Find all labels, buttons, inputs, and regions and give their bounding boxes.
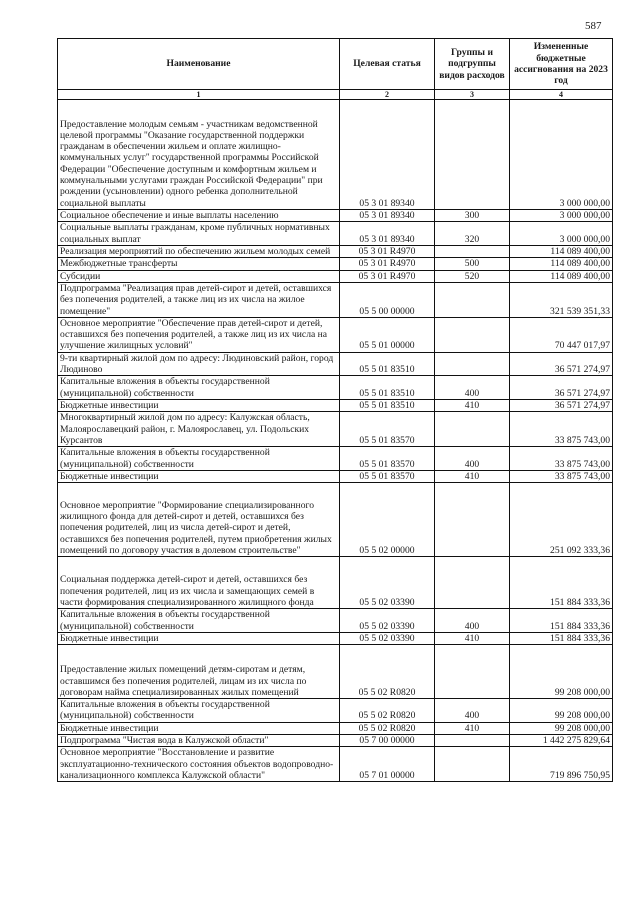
table-row — [58, 722, 613, 734]
row-code: 05 5 02 00000 — [340, 483, 435, 557]
row-name: Субсидии — [58, 270, 340, 282]
row-group — [435, 317, 510, 352]
row-group — [435, 412, 510, 447]
row-code: 05 3 01 R4970 — [340, 258, 435, 270]
column-number: 1 — [58, 90, 340, 100]
row-code: 05 5 02 R0820 — [340, 699, 435, 723]
row-amount: 3 000 000,00 — [510, 222, 613, 246]
row-name: Бюджетные инвестиции — [58, 632, 340, 644]
row-code: 05 3 01 89340 — [340, 100, 435, 210]
table-row — [58, 400, 613, 412]
row-code: 05 5 01 83510 — [340, 352, 435, 376]
row-amount: 33 875 743,00 — [510, 470, 613, 482]
row-name: Основное мероприятие "Обеспечение прав детей-сирот и детей, оставшихся без попечения родителей, а также лиц из их числа на улучшение жилищных условий" — [58, 317, 340, 352]
row-amount: 70 447 017,97 — [510, 317, 613, 352]
row-code: 05 5 02 03390 — [340, 632, 435, 644]
row-code: 05 5 02 R0820 — [340, 722, 435, 734]
row-group — [435, 352, 510, 376]
row-group: 300 — [435, 210, 510, 222]
row-name: Предоставление молодым семьям - участникам ведомственной целевой программы "Оказание государственной поддержки гражданам в обеспечении жильем и оплате жилищно-коммунальных услуг" государственной программы Российской Федерации "Обеспечение доступным и комфортным жильем и коммунальными услугами граждан Российской Федерации" при рождении (усыновлении) одного ребенка дополнительной социальной выплаты — [58, 100, 340, 210]
row-amount: 33 875 743,00 — [510, 447, 613, 471]
row-group — [435, 282, 510, 317]
row-amount: 114 089 400,00 — [510, 270, 613, 282]
row-name: Бюджетные инвестиции — [58, 400, 340, 412]
row-code: 05 3 01 R4970 — [340, 245, 435, 257]
row-amount: 719 896 750,95 — [510, 747, 613, 782]
row-amount: 36 571 274,97 — [510, 400, 613, 412]
row-group: 410 — [435, 470, 510, 482]
row-group: 400 — [435, 376, 510, 400]
row-name: Основное мероприятие "Восстановление и развитие эксплуатационно-технического состояния объектов водопроводно-канализационного комплекса Калужской области" — [58, 747, 340, 782]
table-row — [58, 100, 613, 210]
table-row — [58, 376, 613, 400]
row-group: 320 — [435, 222, 510, 246]
row-code: 05 3 01 89340 — [340, 210, 435, 222]
row-group — [435, 245, 510, 257]
table-row — [58, 557, 613, 609]
row-group: 410 — [435, 632, 510, 644]
row-group — [435, 747, 510, 782]
row-amount: 1 442 275 829,64 — [510, 735, 613, 747]
row-group: 500 — [435, 258, 510, 270]
table-row — [58, 352, 613, 376]
row-code: 05 5 02 03390 — [340, 557, 435, 609]
row-code: 05 5 01 83570 — [340, 447, 435, 471]
row-group: 410 — [435, 722, 510, 734]
column-number: 4 — [510, 90, 613, 100]
row-amount: 321 539 351,33 — [510, 282, 613, 317]
header-row — [58, 39, 613, 90]
table-row — [58, 245, 613, 257]
row-code: 05 5 01 00000 — [340, 317, 435, 352]
table-row — [58, 747, 613, 782]
row-group — [435, 100, 510, 210]
row-code: 05 3 01 R4970 — [340, 270, 435, 282]
row-amount: 151 884 333,36 — [510, 557, 613, 609]
row-code: 05 5 01 83510 — [340, 376, 435, 400]
row-group: 400 — [435, 447, 510, 471]
row-name: Многоквартирный жилой дом по адресу: Калужская область, Малоярославецкий район, г. Малоярославец, ул. Подольских Курсантов — [58, 412, 340, 447]
row-group: 520 — [435, 270, 510, 282]
table-row — [58, 222, 613, 246]
table-row — [58, 412, 613, 447]
column-number: 3 — [435, 90, 510, 100]
row-code: 05 5 01 83570 — [340, 470, 435, 482]
row-name: Социальные выплаты гражданам, кроме публичных нормативных социальных выплат — [58, 222, 340, 246]
row-group — [435, 483, 510, 557]
row-group — [435, 735, 510, 747]
row-name: Капитальные вложения в объекты государственной (муниципальной) собственности — [58, 447, 340, 471]
row-amount: 36 571 274,97 — [510, 352, 613, 376]
row-amount: 33 875 743,00 — [510, 412, 613, 447]
row-amount: 3 000 000,00 — [510, 100, 613, 210]
row-amount: 114 089 400,00 — [510, 245, 613, 257]
header-code: Целевая статья — [340, 39, 435, 90]
row-code: 05 5 01 83570 — [340, 412, 435, 447]
row-amount: 151 884 333,36 — [510, 632, 613, 644]
table-row — [58, 609, 613, 633]
table-row — [58, 317, 613, 352]
row-name: Социальное обеспечение и иные выплаты населению — [58, 210, 340, 222]
table-row — [58, 270, 613, 282]
row-name: 9-ти квартирный жилой дом по адресу: Людиновский район, город Людиново — [58, 352, 340, 376]
row-group — [435, 645, 510, 699]
table-row — [58, 282, 613, 317]
row-group: 400 — [435, 609, 510, 633]
row-name: Реализация мероприятий по обеспечению жильем молодых семей — [58, 245, 340, 257]
row-code: 05 3 01 89340 — [340, 222, 435, 246]
row-group — [435, 557, 510, 609]
row-name: Бюджетные инвестиции — [58, 722, 340, 734]
row-name: Межбюджетные трансферты — [58, 258, 340, 270]
table-row — [58, 735, 613, 747]
table-row — [58, 470, 613, 482]
header-name: Наименование — [58, 39, 340, 90]
row-name: Капитальные вложения в объекты государственной (муниципальной) собственности — [58, 609, 340, 633]
row-name: Подпрограмма "Реализация прав детей-сирот и детей, оставшихся без попечения родителей, а также лиц из их числа на жилое помещение" — [58, 282, 340, 317]
page-number: 587 — [585, 20, 602, 32]
row-group: 410 — [435, 400, 510, 412]
row-name: Капитальные вложения в объекты государственной (муниципальной) собственности — [58, 376, 340, 400]
row-amount: 251 092 333,36 — [510, 483, 613, 557]
table-row — [58, 645, 613, 699]
row-name: Основное мероприятие "Формирование специализированного жилищного фонда для детей-сирот и детей, оставшихся без попечения родителей, лиц из числа детей-сирот и детей, оставшихся без попечения родителей, путем приобретения жилых помещений по договору участия в долевом строительстве" — [58, 483, 340, 557]
row-code: 05 5 00 00000 — [340, 282, 435, 317]
row-code: 05 7 00 00000 — [340, 735, 435, 747]
row-name: Предоставление жилых помещений детям-сиротам и детям, оставшимся без попечения родителей, лицам из их числа по договорам найма специализированных жилых помещений — [58, 645, 340, 699]
row-name: Подпрограмма "Чистая вода в Калужской области" — [58, 735, 340, 747]
row-code: 05 5 01 83510 — [340, 400, 435, 412]
row-name: Бюджетные инвестиции — [58, 470, 340, 482]
row-amount: 114 089 400,00 — [510, 258, 613, 270]
row-amount: 36 571 274,97 — [510, 376, 613, 400]
column-number: 2 — [340, 90, 435, 100]
row-code: 05 7 01 00000 — [340, 747, 435, 782]
row-amount: 151 884 333,36 — [510, 609, 613, 633]
row-amount: 3 000 000,00 — [510, 210, 613, 222]
row-group: 400 — [435, 699, 510, 723]
table-row — [58, 632, 613, 644]
row-amount: 99 208 000,00 — [510, 722, 613, 734]
table-row — [58, 210, 613, 222]
row-code: 05 5 02 R0820 — [340, 645, 435, 699]
header-amount: Измененные бюджетные ассигнования на 2023 год — [510, 39, 613, 90]
table-row — [58, 699, 613, 723]
column-number-row — [58, 90, 613, 100]
budget-table — [57, 38, 613, 782]
table-row — [58, 258, 613, 270]
row-code: 05 5 02 03390 — [340, 609, 435, 633]
header-group: Группы и подгруппы видов расходов — [435, 39, 510, 90]
row-amount: 99 208 000,00 — [510, 699, 613, 723]
row-name: Капитальные вложения в объекты государственной (муниципальной) собственности — [58, 699, 340, 723]
row-name: Социальная поддержка детей-сирот и детей, оставшихся без попечения родителей, лиц из их числа и замещающих семей в части формирования специализированного жилищного фонда — [58, 557, 340, 609]
table-row — [58, 483, 613, 557]
table-row — [58, 447, 613, 471]
row-amount: 99 208 000,00 — [510, 645, 613, 699]
